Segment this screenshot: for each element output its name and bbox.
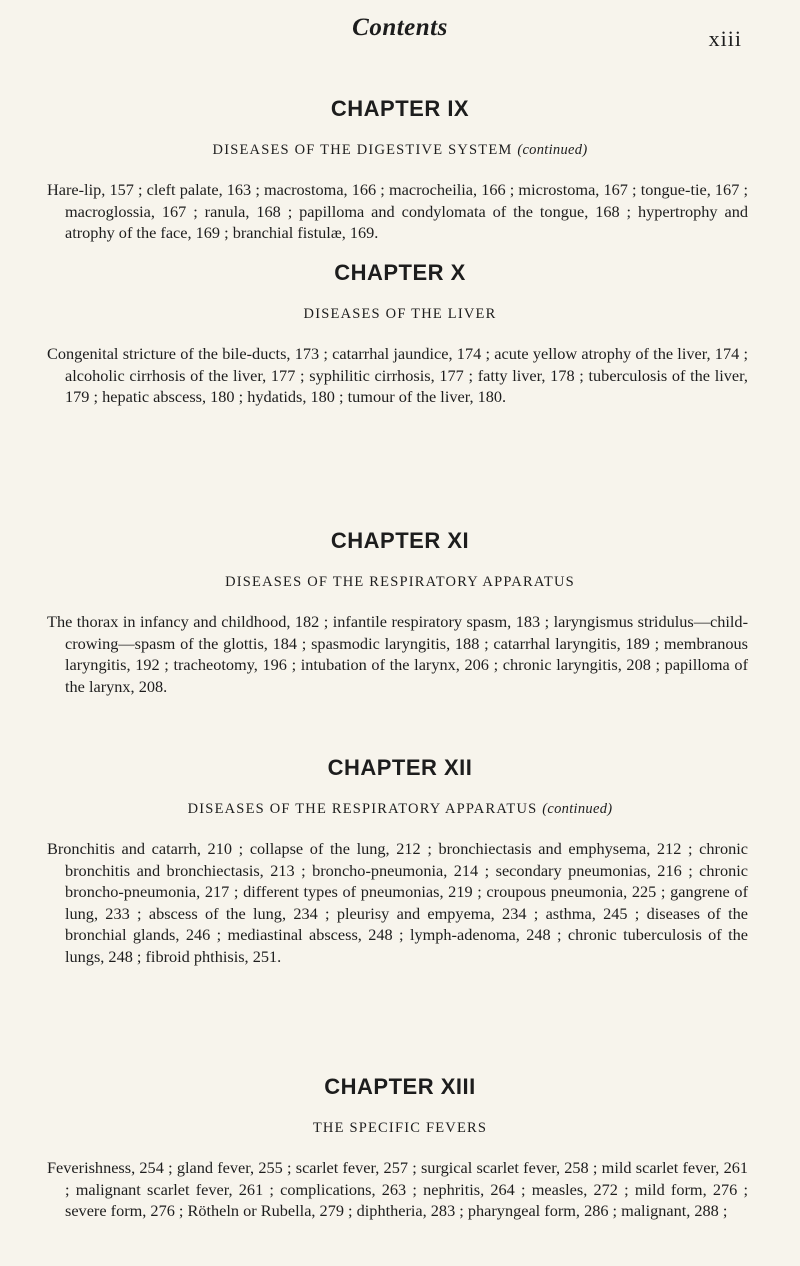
chapter-subtitle [0,142,800,159]
chapter-xiii [0,1074,800,1222]
chapter-subtitle-text: DISEASES OF THE LIVER [303,306,497,322]
chapter-ix [0,96,800,244]
chapter-subtitle-text: DISEASES OF THE DIGESTIVE SYSTEM [212,142,513,158]
chapter-xii [0,755,800,967]
chapter-subtitle [0,306,800,323]
chapter-title: CHAPTER IX [330,96,470,121]
chapter-subtitle [0,801,800,818]
chapter-subtitle-text: DISEASES OF THE RESPIRATORY APPARATUS [187,801,538,817]
chapter-title: CHAPTER XII [327,755,473,780]
chapter-subtitle [0,574,800,591]
chapter-contents-paragraph: Feverishness, 254 ; gland fever, 255 ; scarlet fever, 257 ; surgical scarlet fever, 258 ; mild scarlet fever, 261 ; malignant scarlet fever, 261 ; complications, 263 ; nephritis, 264 ; measles, 272 ; mild form, 276 ; severe form, 276 ; Rötheln or Rubella, 279 ; diphtheria, 283 ; pharyngeal form, 286 ; malignant, 288 ; [47,1158,748,1220]
chapter-title: CHAPTER XIII [324,1074,476,1099]
page-number: xiii [708,26,742,51]
chapter-contents-paragraph: Congenital stricture of the bile-ducts, 173 ; catarrhal jaundice, 174 ; acute yellow atrophy of the liver, 174 ; alcoholic cirrhosis of the liver, 177 ; syphilitic cirrhosis, 177 ; fatty liver, 178 ; tuberculosis of the liver, 179 ; hepatic abscess, 180 ; hydatids, 180 ; tumour of the liver, 180. [47,344,748,406]
chapter-subtitle-continued: (continued) [542,801,613,817]
chapter-contents-paragraph: Hare-lip, 157 ; cleft palate, 163 ; macrostoma, 166 ; macrocheilia, 166 ; microstoma, 167 ; tongue-tie, 167 ; macroglossia, 167 ; ranula, 168 ; papilloma and condylomata of the tongue, 168 ; hypertrophy and atrophy of the face, 169 ; branchial fistulæ, 169. [47,180,748,242]
running-head: Contents [352,14,448,41]
chapter-title: CHAPTER X [334,260,466,285]
chapter-contents-paragraph: Bronchitis and catarrh, 210 ; collapse of the lung, 212 ; bronchiectasis and emphysema, 212 ; chronic bronchitis and bronchiectasis, 213 ; broncho-pneumonia, 214 ; secondary pneumonias, 216 ; chronic broncho-pneumonia, 217 ; different types of pneumonias, 219 ; croupous pneumonia, 225 ; gangrene of lung, 233 ; abscess of the lung, 234 ; pleurisy and empyema, 234 ; asthma, 245 ; diseases of the bronchial glands, 246 ; mediastinal abscess, 248 ; lymph-adenoma, 248 ; chronic tuberculosis of the lungs, 248 ; fibroid phthisis, 251. [47,839,748,966]
chapter-x [0,260,800,408]
chapter-subtitle [0,1120,800,1137]
chapter-subtitle-text: DISEASES OF THE RESPIRATORY APPARATUS [225,574,575,590]
chapter-contents-paragraph: The thorax in infancy and childhood, 182 ; infantile respiratory spasm, 183 ; laryngismus stridulus—child-crowing—spasm of the glottis, 184 ; spasmodic laryngitis, 188 ; catarrhal laryngitis, 189 ; membranous laryngitis, 192 ; tracheotomy, 196 ; intubation of the larynx, 206 ; chronic laryngitis, 208 ; papilloma of the larynx, 208. [47,612,748,696]
chapter-subtitle-continued: (continued) [517,142,588,158]
chapter-title: CHAPTER XI [330,528,470,553]
chapter-xi [0,528,800,697]
chapter-subtitle-text: THE SPECIFIC FEVERS [312,1120,488,1136]
